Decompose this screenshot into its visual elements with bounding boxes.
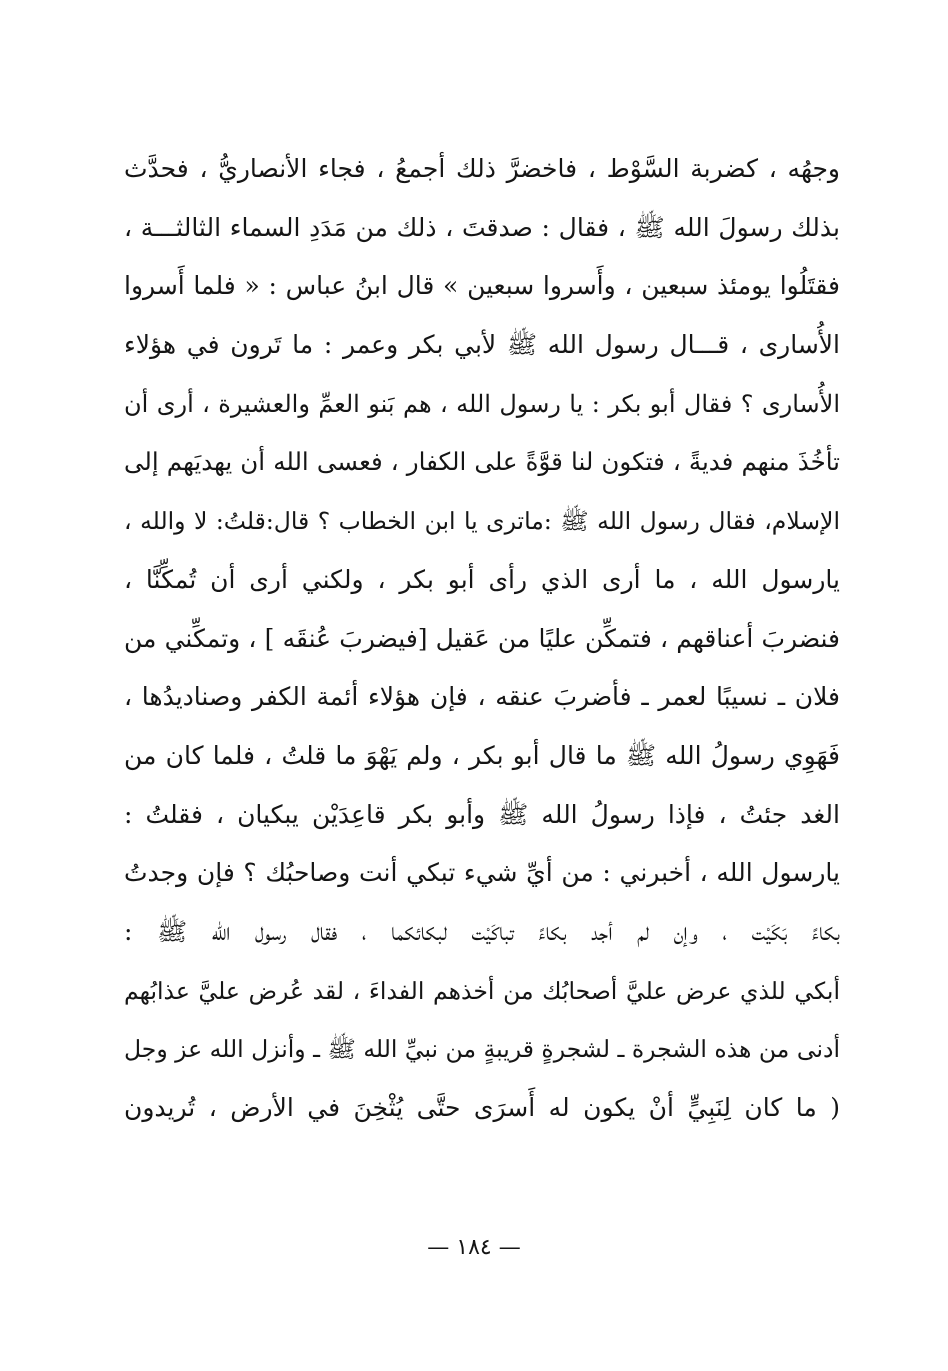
text-line: الغد جئتُ ، فإذا رسولُ الله ﷺ وأبو بكر قاعِدَيْن يبكيان ، فقلتُ : <box>124 799 840 829</box>
text-line: تأخُذَ منهم فديةً ، فتكون لنا قوَّةً على الكفار ، فعسى الله أن يهديَهم إلى <box>124 447 840 477</box>
text-line: فَهَوِي رسولُ الله ﷺ ما قال أبو بكر ، ولم يَهْوَ ما قلتُ ، فلما كان من <box>124 740 840 770</box>
text-line: الأُسارى ؟ فقال أبو بكر : يا رسول الله ، هم بَنو العمِّ والعشيرة ، أرى أن <box>124 389 840 418</box>
text-line: فقتَلُوا يومئذ سبعين ، وأَسروا سبعين » قال ابنُ عباس : « فلما أَسروا <box>124 271 840 301</box>
text-line: الأُسارى ، قـــال رسول الله ﷺ لأبي بكر وعمر : ما تَرون في هؤلاء <box>124 330 840 360</box>
text-line: بذلك رسولَ الله ﷺ ، فقال : صدقتَ ، ذلك من مَدَدِ السماء الثالثـــة ، <box>124 212 840 242</box>
page-number: — ١٨٤ — <box>427 1235 521 1260</box>
text-line: أبكي للذي عرض عليَّ أصحابُك من أخذهم الفداءَ ، لقد عُرض عليَّ عذابُهم <box>124 976 840 1005</box>
text-line: ( ما كان لِنَبِيٍّ أنْ يكون له أَسرَى حتَّى يُثْخِنَ في الأرض ، تُريدون <box>124 1093 840 1122</box>
text-line: وجهُه ، كضربة السَّوْط ، فاخضرَّ ذلك أجمعُ ، فجاء الأنصاريُّ ، فحدَّث <box>124 154 840 183</box>
text-line: فنضربَ أعناقهم ، فتمكِّن عليًا من عَقيل [فيضربَ عُنقَه ] ، وتمكِّني من <box>124 623 840 653</box>
text-line: يارسول الله ، أخبرني : من أيِّ شيء تبكي أنت وصاحبُك ؟ فإن وجدتُ <box>124 858 840 888</box>
body-text <box>124 140 840 1138</box>
text-line: الإسلام، فقال رسول الله ﷺ :ماترى يا ابن الخطاب ؟ قال:قلتُ: لا والله ، <box>124 507 840 536</box>
text-line: فلان ـ نسيبًا لعمر ـ فأضربَ عنقه ، فإن هؤلاء أئمة الكفر وصناديدُها ، <box>124 682 840 712</box>
text-line: بكاءً بَكَيْت ، وإن لم أجد بكاءً تباكَيْت لبكائكما ، فقال رسول الله ﷺ : <box>124 916 840 946</box>
text-line: أدنى من هذه الشجرة ـ لشجرةٍ قريبةٍ من نبيِّ الله ﷺ ـ وأنزل الله عز وجل <box>124 1035 840 1064</box>
text-line: يارسول الله ، ما أرى الذي رأى أبو بكر ، ولكني أرى أن تُمكِّنَّا ، <box>124 564 840 594</box>
